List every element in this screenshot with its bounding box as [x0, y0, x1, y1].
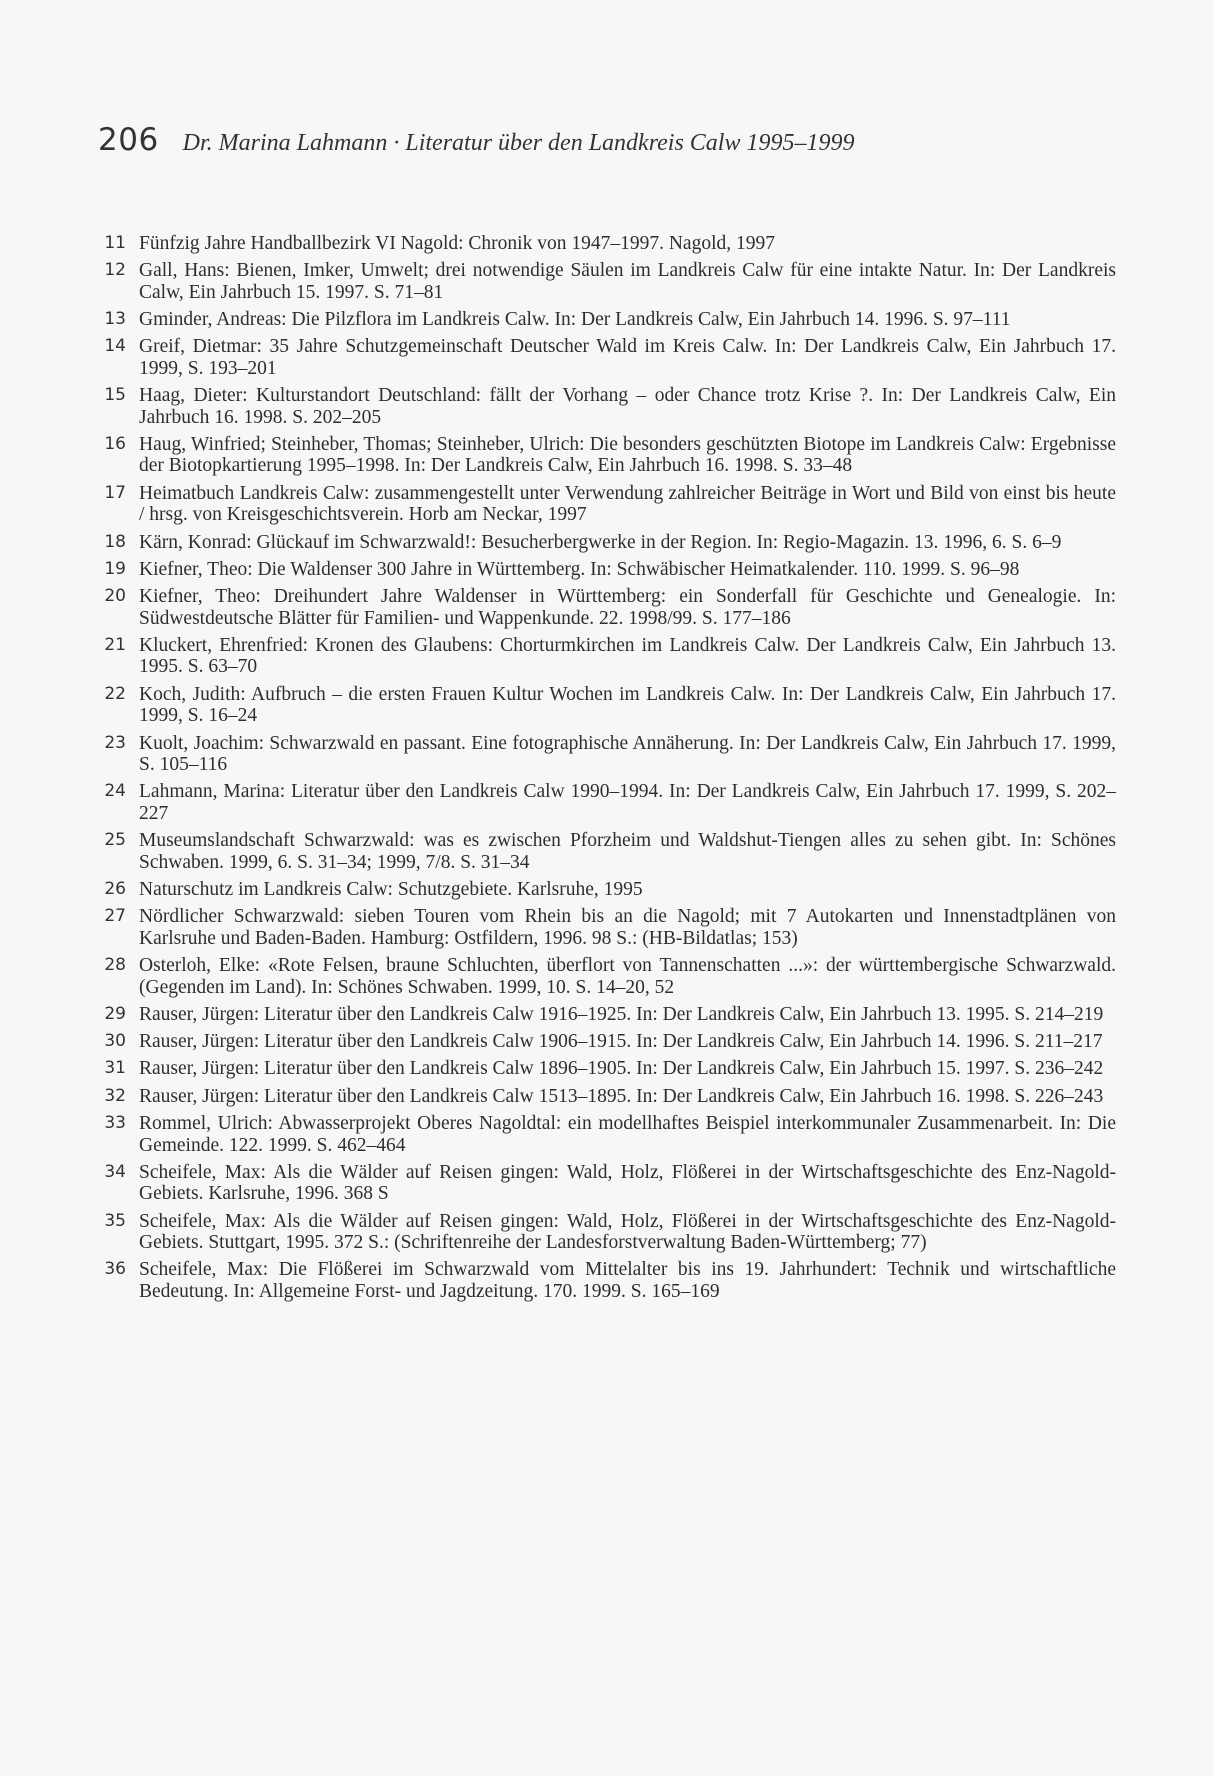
running-title: Dr. Marina Lahmann · Literatur über den Landkreis Calw 1995–1999	[182, 130, 855, 156]
entry-number: 26	[104, 878, 126, 899]
entry-number: 22	[104, 683, 126, 704]
entry-number: 23	[104, 732, 126, 753]
entry-number: 30	[104, 1031, 126, 1052]
entry-number: 31	[104, 1058, 126, 1079]
entry-text: Rauser, Jürgen: Literatur über den Landkreis Calw 1916–1925. In: Der Landkreis Calw, Ein Jahrbuch 13. 1995. S. 214–219	[139, 1003, 1104, 1025]
entry-text: Museumslandschaft Schwarzwald: was es zwischen Pforzheim und Waldshut-Tiengen alles zu sehen gibt. In: Schönes Schwaben. 1999, 6. S. 31–34; 1999, 7/8. S. 31–34	[139, 830, 1116, 873]
bibliography-entry	[94, 1259, 1116, 1302]
bibliography-entry	[94, 733, 1116, 776]
bibliography-entry	[94, 830, 1116, 873]
bibliography-entry	[94, 483, 1116, 526]
bibliography-entry	[94, 385, 1116, 428]
entry-number: 28	[104, 955, 126, 976]
bibliography-entry	[94, 1058, 1116, 1080]
entry-number: 25	[104, 830, 126, 851]
bibliography-entry	[94, 532, 1116, 554]
bibliography-entry	[94, 1162, 1116, 1205]
bibliography-entry	[94, 233, 1116, 255]
bibliography-entry	[94, 586, 1116, 629]
entry-text: Rauser, Jürgen: Literatur über den Landkreis Calw 1513–1895. In: Der Landkreis Calw, Ein Jahrbuch 16. 1998. S. 226–243	[139, 1085, 1104, 1107]
entry-text: Nördlicher Schwarzwald: sieben Touren vom Rhein bis an die Nagold; mit 7 Autokarten und Innenstadtplänen von Karlsruhe und Baden-Baden. Hamburg: Ostfildern, 1996. 98 S.: (HB-Bildatlas; 153)	[139, 906, 1116, 949]
entry-number: 18	[104, 531, 126, 552]
bibliography-entry	[94, 906, 1116, 949]
entry-text: Heimatbuch Landkreis Calw: zusammengestellt unter Verwendung zahlreicher Beiträge in Wort und Bild von einst bis heute / hrsg. von Kreisgeschichtsverein. Horb am Neckar, 1997	[139, 482, 1116, 526]
entry-number: 36	[104, 1259, 126, 1280]
entry-text: Kluckert, Ehrenfried: Kronen des Glaubens: Chorturmkirchen im Landkreis Calw. Der Landkreis Calw, Ein Jahrbuch 13. 1995. S. 63–70	[139, 634, 1116, 678]
entry-number: 34	[104, 1161, 126, 1182]
bibliography-entry	[94, 260, 1116, 303]
bibliography-list	[94, 233, 1116, 1308]
bibliography-entry	[94, 434, 1116, 477]
bibliography-entry	[94, 1031, 1116, 1053]
bibliography-entry	[94, 1211, 1116, 1254]
entry-text: Kiefner, Theo: Dreihundert Jahre Waldenser in Württemberg: ein Sonderfall für Geschichte und Genealogie. In: Südwestdeutsche Blätter für Familien- und Wappenkunde. 22. 1998/99. S. 177–186	[139, 586, 1116, 629]
entry-text: Haug, Winfried; Steinheber, Thomas; Steinheber, Ulrich: Die besonders geschützten Biotope im Landkreis Calw: Ergebnisse der Biotopkartierung 1995–1998. In: Der Landkreis Calw, Ein Jahrbuch 16. 1998. S. 33–48	[139, 433, 1116, 477]
entry-number: 19	[104, 558, 126, 579]
bibliography-entry	[94, 684, 1116, 727]
entry-text: Koch, Judith: Aufbruch – die ersten Frauen Kultur Wochen im Landkreis Calw. In: Der Landkreis Calw, Ein Jahrbuch 17. 1999, S. 16–24	[139, 683, 1116, 727]
entry-number: 35	[104, 1210, 126, 1231]
entry-number: 13	[104, 309, 126, 330]
page-number: 206	[98, 122, 159, 158]
entry-number: 15	[104, 385, 126, 406]
entry-text: Gall, Hans: Bienen, Imker, Umwelt; drei notwendige Säulen im Landkreis Calw für eine intakte Natur. In: Der Landkreis Calw, Ein Jahrbuch 15. 1997. S. 71–81	[139, 260, 1116, 303]
page-header	[98, 122, 854, 158]
entry-text: Rauser, Jürgen: Literatur über den Landkreis Calw 1906–1915. In: Der Landkreis Calw, Ein Jahrbuch 14. 1996. S. 211–217	[139, 1031, 1103, 1053]
bibliography-entry	[94, 781, 1116, 824]
entry-number: 12	[104, 260, 126, 281]
entry-number: 32	[104, 1085, 126, 1106]
entry-number: 21	[104, 634, 126, 655]
entry-number: 11	[104, 233, 126, 253]
entry-text: Greif, Dietmar: 35 Jahre Schutzgemeinschaft Deutscher Wald im Kreis Calw. In: Der Landkreis Calw, Ein Jahrbuch 17. 1999, S. 193–201	[139, 336, 1116, 379]
entry-text: Gminder, Andreas: Die Pilzflora im Landkreis Calw. In: Der Landkreis Calw, Ein Jahrbuch 14. 1996. S. 97–111	[139, 309, 1011, 331]
entry-text: Lahmann, Marina: Literatur über den Landkreis Calw 1990–1994. In: Der Landkreis Calw, Ein Jahrbuch 17. 1999, S. 202–227	[139, 781, 1116, 824]
entry-text: Kiefner, Theo: Die Waldenser 300 Jahre in Württemberg. In: Schwäbischer Heimatkalender. 110. 1999. S. 96–98	[139, 558, 1020, 580]
entry-number: 14	[104, 336, 126, 357]
entry-number: 20	[104, 586, 126, 607]
entry-text: Scheifele, Max: Die Flößerei im Schwarzwald vom Mittelalter bis ins 19. Jahrhundert: Technik und wirtschaftliche Bedeutung. In: Allgemeine Forst- und Jagdzeitung. 170. 1999. S. 165–169	[139, 1259, 1116, 1302]
entry-number: 24	[104, 781, 126, 802]
bibliography-entry	[94, 1004, 1116, 1026]
entry-text: Rommel, Ulrich: Abwasserprojekt Oberes Nagoldtal: ein modellhaftes Beispiel interkommunaler Zusammenarbeit. In: Die Gemeinde. 122. 1999. S. 462–464	[139, 1113, 1116, 1156]
bibliography-entry	[94, 635, 1116, 678]
entry-text: Osterloh, Elke: «Rote Felsen, braune Schluchten, überflort von Tannenschatten ...»: der württembergische Schwarzwald. (Gegenden im Land). In: Schönes Schwaben. 1999, 10. S. 14–20, 52	[139, 955, 1116, 998]
entry-number: 29	[104, 1003, 126, 1024]
entry-number: 16	[104, 433, 126, 454]
entry-text: Kärn, Konrad: Glückauf im Schwarzwald!: Besucherbergwerke in der Region. In: Regio-Magazin. 13. 1996, 6. S. 6–9	[139, 531, 1062, 553]
entry-number: 27	[104, 906, 126, 927]
entry-text: Fünfzig Jahre Handballbezirk VI Nagold: Chronik von 1947–1997. Nagold, 1997	[139, 233, 775, 254]
entry-text: Kuolt, Joachim: Schwarzwald en passant. Eine fotographische Annäherung. In: Der Landkreis Calw, Ein Jahrbuch 17. 1999, S. 105–116	[139, 732, 1116, 776]
entry-number: 33	[104, 1113, 126, 1134]
entry-text: Rauser, Jürgen: Literatur über den Landkreis Calw 1896–1905. In: Der Landkreis Calw, Ein Jahrbuch 15. 1997. S. 236–242	[139, 1058, 1104, 1080]
entry-text: Naturschutz im Landkreis Calw: Schutzgebiete. Karlsruhe, 1995	[139, 878, 643, 900]
bibliography-entry	[94, 309, 1116, 331]
entry-text: Haag, Dieter: Kulturstandort Deutschland: fällt der Vorhang – oder Chance trotz Krise ?. In: Der Landkreis Calw, Ein Jahrbuch 16. 1998. S. 202–205	[139, 385, 1116, 428]
bibliography-entry	[94, 955, 1116, 998]
entry-text: Scheifele, Max: Als die Wälder auf Reisen gingen: Wald, Holz, Flößerei in der Wirtschaftsgeschichte des Enz-Nagold-Gebiets. Karlsruhe, 1996. 368 S	[139, 1161, 1116, 1205]
entry-text: Scheifele, Max: Als die Wälder auf Reisen gingen: Wald, Holz, Flößerei in der Wirtschaftsgeschichte des Enz-Nagold-Gebiets. Stuttgart, 1995. 372 S.: (Schriftenreihe der Landesforstverwaltung Baden-Württemberg; 77)	[139, 1210, 1116, 1254]
bibliography-entry	[94, 1086, 1116, 1108]
bibliography-entry	[94, 879, 1116, 901]
bibliography-entry	[94, 1113, 1116, 1156]
bibliography-entry	[94, 336, 1116, 379]
entry-number: 17	[104, 482, 126, 503]
bibliography-entry	[94, 559, 1116, 581]
